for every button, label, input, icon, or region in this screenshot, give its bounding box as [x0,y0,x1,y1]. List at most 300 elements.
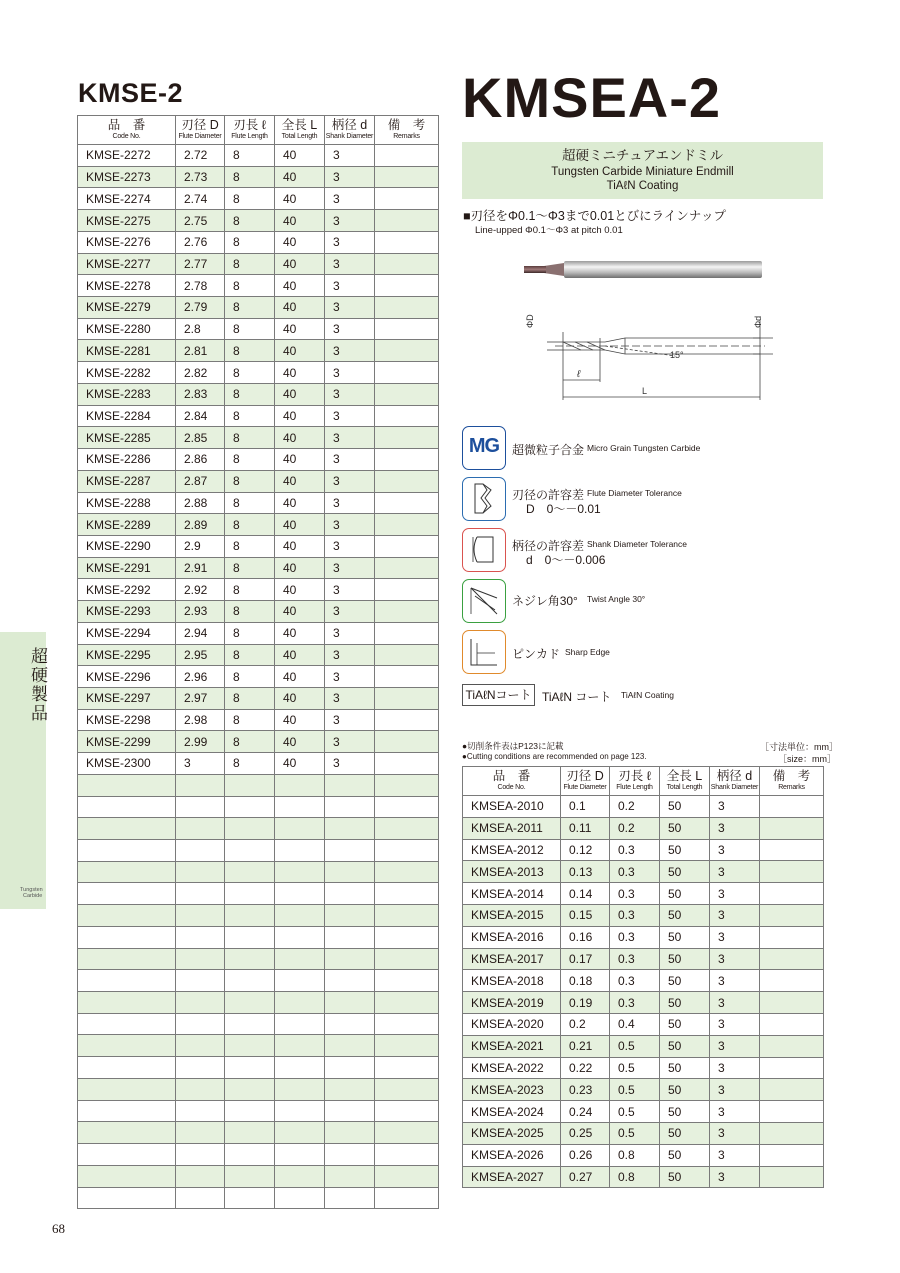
table-cell: 40 [275,231,325,253]
table-cell: 40 [275,297,325,319]
table-cell: 40 [275,449,325,471]
table-cell [375,992,439,1014]
table-cell: 2.75 [176,210,225,232]
table-cell: KMSE-2291 [78,557,176,579]
header-code: 品 番 Code No. [463,767,561,796]
table-cell [760,1079,824,1101]
table-cell [760,817,824,839]
sharp-edge-icon [462,630,506,674]
table-cell: 40 [275,731,325,753]
table-row [463,839,824,861]
table-cell [78,1057,176,1079]
table-cell: 2.95 [176,644,225,666]
table-cell [176,861,225,883]
table-cell: 0.12 [561,839,610,861]
table-cell: 50 [660,817,710,839]
table-cell: 0.23 [561,1079,610,1101]
table-cell: 50 [660,1079,710,1101]
table-cell [760,1013,824,1035]
table-cell [78,1078,176,1100]
table-cell: 3 [710,1035,760,1057]
table-cell: 2.89 [176,514,225,536]
table-cell [375,1187,439,1209]
table-row [78,1100,439,1122]
table-cell: 0.5 [610,1057,660,1079]
table-cell [375,601,439,623]
table-cell: 3 [710,1013,760,1035]
table-row [78,557,439,579]
twist-angle-icon [462,579,506,623]
table-cell [375,1013,439,1035]
table-cell: 2.83 [176,383,225,405]
table-cell [375,731,439,753]
table-cell [375,557,439,579]
table-cell: KMSEA-2026 [463,1144,561,1166]
table-row [78,514,439,536]
table-cell: 50 [660,926,710,948]
table-cell: KMSE-2273 [78,166,176,188]
table-cell [176,1035,225,1057]
table-cell [375,905,439,927]
table-header-row [78,116,439,145]
table-cell [225,774,275,796]
endmill-dimension-drawing [515,310,775,405]
table-cell [325,1013,375,1035]
table-cell [375,687,439,709]
table-cell: 0.3 [610,948,660,970]
table-cell: 3 [710,861,760,883]
table-cell [275,1165,325,1187]
table-cell: 2.94 [176,622,225,644]
table-row [463,1122,824,1144]
table-cell: 3 [710,883,760,905]
table-cell: 8 [225,535,275,557]
table-cell: 40 [275,535,325,557]
table-cell [275,970,325,992]
coating-label-en: TiAℓN Coating [621,690,674,700]
table-cell: 3 [710,992,760,1014]
table-cell [325,1165,375,1187]
table-cell [325,840,375,862]
table-cell [176,883,225,905]
table-cell [760,948,824,970]
table-cell: 3 [325,362,375,384]
table-cell: 2.73 [176,166,225,188]
table-cell [275,1187,325,1209]
table-row [78,992,439,1014]
table-cell: 40 [275,340,325,362]
table-cell [78,1187,176,1209]
subtitle-box [462,142,823,199]
header-flute-diameter: 刃径 D Flute Diameter [561,767,610,796]
table-cell: 3 [325,470,375,492]
table-cell: KMSE-2299 [78,731,176,753]
table-cell: 40 [275,318,325,340]
flute-tolerance-icon [462,477,506,521]
table-cell [275,861,325,883]
table-cell [325,1187,375,1209]
table-cell [375,231,439,253]
table-cell: 40 [275,644,325,666]
table-cell: 8 [225,275,275,297]
table-cell [375,1122,439,1144]
feature-flute-tolerance-en: Flute Diameter Tolerance [587,488,682,498]
table-cell [760,1122,824,1144]
table-cell [78,883,176,905]
table-row [78,275,439,297]
table-cell [375,948,439,970]
table-cell: 8 [225,579,275,601]
table-cell: 2.86 [176,449,225,471]
lineup-note-en: Line-upped Φ0.1～Φ3 at pitch 0.01 [475,225,623,236]
table-cell: 50 [660,1013,710,1035]
table-cell: 3 [710,796,760,818]
table-row [463,992,824,1014]
table-cell: 0.2 [610,817,660,839]
table-cell: KMSE-2287 [78,470,176,492]
table-cell: 40 [275,492,325,514]
table-cell: KMSEA-2024 [463,1101,561,1123]
table-cell: 40 [275,405,325,427]
table-cell [78,970,176,992]
table-cell: 3 [710,1079,760,1101]
table-cell: KMSE-2282 [78,362,176,384]
table-cell: 0.3 [610,839,660,861]
table-cell: 40 [275,145,325,167]
header-remarks: 備 考 Remarks [375,116,439,145]
table-cell: 8 [225,753,275,775]
table-cell: 50 [660,992,710,1014]
table-cell [78,1013,176,1035]
table-cell: 3 [325,753,375,775]
table-cell: 3 [710,1101,760,1123]
table-cell: 3 [325,535,375,557]
feature-flute-tolerance-value: D 0～－0.01 [526,502,601,516]
table-header-row [463,767,824,796]
table-cell [275,818,325,840]
table-cell: 2.88 [176,492,225,514]
table-row [78,449,439,471]
table-row [78,666,439,688]
table-cell: 2.81 [176,340,225,362]
table-cell [375,883,439,905]
table-cell: 3 [325,275,375,297]
kmsea-spec-table [462,766,824,1188]
cutting-conditions-note-jp: ●切削条件表はP123に記載 [462,741,564,751]
table-cell: KMSE-2284 [78,405,176,427]
table-cell: 8 [225,383,275,405]
table-cell: 3 [325,492,375,514]
table-cell: 0.17 [561,948,610,970]
feature-micro-grain-jp: 超微粒子合金 [512,443,585,457]
table-cell: KMSE-2300 [78,753,176,775]
table-cell [325,1035,375,1057]
table-cell: 3 [325,383,375,405]
table-cell: 3 [710,1057,760,1079]
table-cell [78,905,176,927]
table-row [463,1057,824,1079]
table-cell [375,861,439,883]
table-cell [375,1035,439,1057]
table-row [463,1013,824,1035]
feature-flute-tolerance-jp: 刃径の許容差 [512,488,585,502]
table-cell: 50 [660,796,710,818]
table-cell [325,883,375,905]
table-cell [275,948,325,970]
table-row [78,383,439,405]
table-cell: 3 [325,622,375,644]
table-row [78,644,439,666]
table-cell: 8 [225,231,275,253]
table-cell: 3 [325,687,375,709]
table-cell: 0.24 [561,1101,610,1123]
table-cell: 2.79 [176,297,225,319]
product-title: KMSEA-2 [462,66,722,129]
table-cell [760,1144,824,1166]
table-cell [176,1100,225,1122]
table-cell [275,796,325,818]
table-cell: 40 [275,579,325,601]
table-row [463,1166,824,1188]
table-row [78,840,439,862]
table-cell [325,1078,375,1100]
table-cell [325,1100,375,1122]
table-cell: 3 [325,340,375,362]
table-cell: 0.27 [561,1166,610,1188]
table-cell [375,1100,439,1122]
table-row [78,1165,439,1187]
table-cell: 8 [225,492,275,514]
table-cell [760,904,824,926]
table-cell [225,1165,275,1187]
table-cell: 8 [225,644,275,666]
table-cell: 3 [325,601,375,623]
table-row [78,1078,439,1100]
table-cell: 50 [660,1057,710,1079]
table-cell: 0.5 [610,1101,660,1123]
table-row [78,970,439,992]
side-tab-sublabel-1: Tungsten [20,887,43,893]
table-cell [225,1035,275,1057]
table-cell: KMSE-2288 [78,492,176,514]
table-cell [225,840,275,862]
table-cell: 50 [660,1166,710,1188]
header-flute-diameter: 刃径 D Flute Diameter [176,116,225,145]
header-shank-diameter: 柄径 d Shank Diameter [325,116,375,145]
table-cell: KMSE-2297 [78,687,176,709]
header-remarks: 備 考 Remarks [760,767,824,796]
header-code: 品 番 Code No. [78,116,176,145]
table-row [78,1187,439,1209]
table-cell [375,535,439,557]
table-cell [225,948,275,970]
unit-note-jp: ［寸法単位：mm］ [760,742,838,752]
table-cell [375,318,439,340]
table-cell [78,818,176,840]
table-cell: KMSE-2289 [78,514,176,536]
table-cell: 3 [325,405,375,427]
table-row [78,1122,439,1144]
table-cell: KMSE-2292 [78,579,176,601]
table-cell: 40 [275,383,325,405]
table-cell: KMSE-2295 [78,644,176,666]
side-tab-sublabel-2: Carbide [23,893,43,899]
kmse-spec-table [77,115,439,1209]
table-cell: 0.25 [561,1122,610,1144]
table-cell [375,297,439,319]
table-cell [176,774,225,796]
table-cell [78,1100,176,1122]
table-cell: 50 [660,1144,710,1166]
table-cell: KMSEA-2013 [463,861,561,883]
table-cell [375,383,439,405]
table-cell [225,1078,275,1100]
table-cell: 0.3 [610,970,660,992]
table-cell: 2.9 [176,535,225,557]
table-cell: 3 [325,644,375,666]
table-cell: 40 [275,362,325,384]
table-cell [225,861,275,883]
table-cell [176,840,225,862]
header-total-length: 全長 L Total Length [660,767,710,796]
table-cell: 40 [275,622,325,644]
table-cell: 8 [225,709,275,731]
table-cell [375,774,439,796]
table-cell [176,926,225,948]
table-cell [325,948,375,970]
page-number: 68 [52,1221,65,1236]
table-cell: 2.78 [176,275,225,297]
table-cell: 8 [225,362,275,384]
table-cell: 40 [275,601,325,623]
table-cell [325,970,375,992]
label-flute-diameter: ΦD [525,314,535,328]
table-row [78,687,439,709]
table-cell [225,1100,275,1122]
table-cell: KMSEA-2015 [463,904,561,926]
table-cell [78,796,176,818]
table-cell: 0.5 [610,1122,660,1144]
table-row [463,1101,824,1123]
table-row [78,405,439,427]
feature-sharp-edge-jp: ピンカド [512,647,561,661]
table-cell: KMSE-2298 [78,709,176,731]
table-row [78,362,439,384]
table-cell: 3 [710,948,760,970]
table-cell [275,926,325,948]
lineup-note-jp: ■刃径をΦ0.1～Φ3まで0.01とびにラインナップ [463,209,727,223]
table-cell: 8 [225,622,275,644]
table-cell: KMSE-2281 [78,340,176,362]
table-cell [760,1166,824,1188]
table-cell [78,1165,176,1187]
table-cell: 8 [225,731,275,753]
table-row [78,753,439,775]
table-cell [176,905,225,927]
table-row [78,622,439,644]
table-cell [375,644,439,666]
table-row [78,470,439,492]
table-cell [375,1057,439,1079]
table-cell: KMSEA-2025 [463,1122,561,1144]
table-cell: 3 [325,188,375,210]
table-row [463,948,824,970]
table-cell: 0.3 [610,883,660,905]
table-row [78,709,439,731]
table-cell: KMSE-2283 [78,383,176,405]
feature-micro-grain-en: Micro Grain Tungsten Carbide [587,443,701,453]
table-cell: KMSE-2293 [78,601,176,623]
table-cell [78,861,176,883]
table-cell: KMSE-2294 [78,622,176,644]
table-cell [375,340,439,362]
table-row [463,817,824,839]
table-cell: 2.93 [176,601,225,623]
table-cell: 0.14 [561,883,610,905]
table-cell: KMSEA-2017 [463,948,561,970]
table-cell: KMSEA-2023 [463,1079,561,1101]
table-cell: 0.3 [610,992,660,1014]
table-cell: 40 [275,188,325,210]
table-cell [78,1035,176,1057]
table-cell: KMSE-2277 [78,253,176,275]
table-cell [176,1187,225,1209]
table-cell [375,362,439,384]
label-angle: 15° [670,350,684,360]
table-row [78,948,439,970]
table-cell: 0.13 [561,861,610,883]
table-row [78,210,439,232]
table-cell [275,1122,325,1144]
table-row [463,883,824,905]
label-flute-length: ℓ [577,369,581,380]
table-cell [176,1078,225,1100]
table-cell: 3 [176,753,225,775]
table-cell [176,1122,225,1144]
endmill-product-image [520,258,765,282]
table-row [78,340,439,362]
table-cell [225,883,275,905]
table-cell [760,970,824,992]
table-row [78,905,439,927]
table-cell [375,970,439,992]
table-cell: 3 [325,253,375,275]
table-cell [375,405,439,427]
table-cell [375,579,439,601]
table-cell: KMSE-2286 [78,449,176,471]
table-row [78,1035,439,1057]
table-cell [225,1013,275,1035]
table-cell [375,796,439,818]
header-flute-length: 刃長 ℓ Flute Length [610,767,660,796]
table-cell: 50 [660,861,710,883]
table-row [78,774,439,796]
table-cell [375,926,439,948]
table-cell: 8 [225,318,275,340]
table-cell: 40 [275,275,325,297]
table-cell [375,1078,439,1100]
table-cell [375,188,439,210]
table-cell: KMSEA-2011 [463,817,561,839]
table-cell: 2.85 [176,427,225,449]
table-cell: 8 [225,687,275,709]
table-cell: 50 [660,904,710,926]
table-cell: 40 [275,753,325,775]
table-cell: 2.87 [176,470,225,492]
table-cell [375,622,439,644]
label-total-length: L [642,386,648,396]
table-cell: 8 [225,470,275,492]
